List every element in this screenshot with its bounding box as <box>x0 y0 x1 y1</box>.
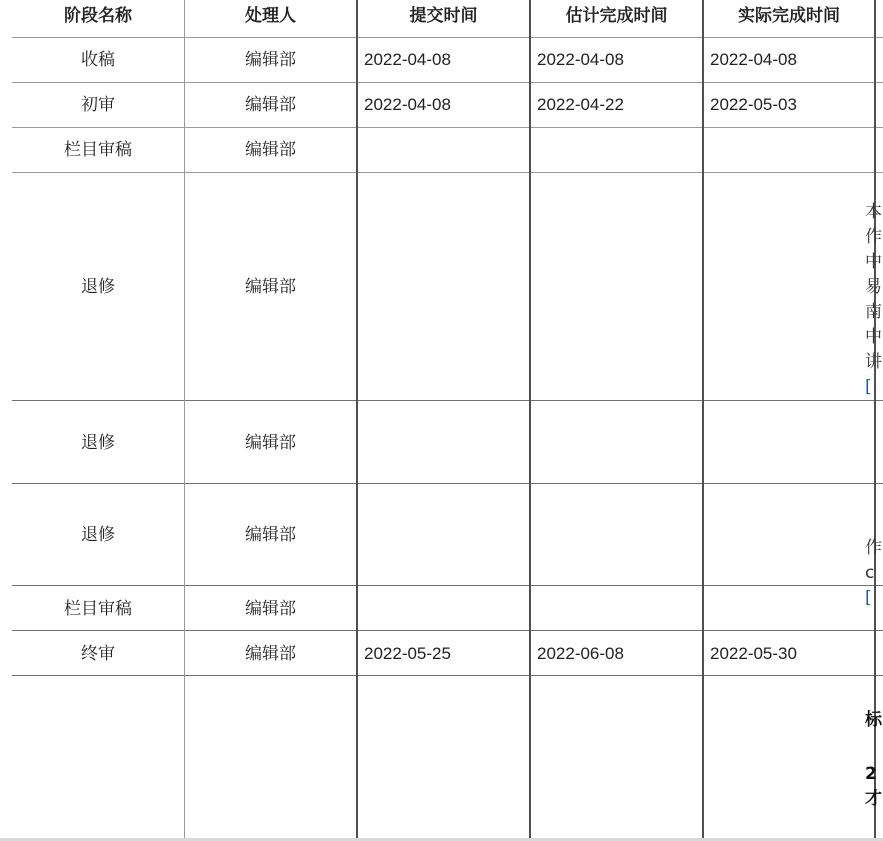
fragment-line: 标 <box>865 710 882 730</box>
stage-cell: 栏目审稿 <box>64 598 132 619</box>
row-divider <box>12 483 883 484</box>
review-progress-table <box>12 0 883 841</box>
handler-cell: 编辑部 <box>245 50 296 70</box>
actual-date-cell <box>704 485 874 585</box>
fragment-line: 易 <box>865 277 882 297</box>
actual-date-cell <box>704 677 874 837</box>
estimate-date-cell <box>531 173 702 400</box>
row-divider <box>12 585 883 586</box>
submit-date-cell <box>358 485 529 585</box>
actual-date-cell <box>704 402 874 483</box>
stage-cell: 收稿 <box>81 50 115 70</box>
stage-cell: 退修 <box>81 432 115 453</box>
submit-date-cell <box>358 677 529 837</box>
estimate-date-cell: 2022-04-22 <box>537 95 624 114</box>
row-divider <box>12 675 883 676</box>
header-submit-time: 提交时间 <box>409 6 478 26</box>
remark-fragment-content <box>865 762 883 812</box>
stage-cell <box>12 677 184 837</box>
remark-fragment <box>865 200 883 400</box>
fragment-line: c <box>865 563 875 583</box>
stage-cell: 初审 <box>81 95 115 115</box>
stage-cell: 退修 <box>81 525 115 545</box>
actual-date-cell <box>704 128 874 172</box>
submit-date-cell <box>358 128 529 172</box>
actual-date-cell: 2022-05-03 <box>710 95 797 114</box>
submit-date-cell: 2022-04-08 <box>364 95 451 114</box>
actual-date-cell: 2022-05-30 <box>710 643 797 663</box>
header-stage-name: 阶段名称 <box>64 6 132 26</box>
row-divider <box>12 630 883 631</box>
handler-cell: 编辑部 <box>245 276 296 297</box>
submit-date-cell <box>358 587 529 630</box>
fragment-line: 中 <box>865 252 882 272</box>
handler-cell: 编辑部 <box>245 432 296 453</box>
handler-cell: 编辑部 <box>245 140 296 160</box>
stage-cell: 栏目审稿 <box>64 140 132 160</box>
actual-date-cell: 2022-04-08 <box>710 50 797 69</box>
fragment-line: 作 <box>865 538 882 558</box>
remark-fragment-title <box>865 708 883 733</box>
handler-cell <box>185 677 356 837</box>
handler-cell: 编辑部 <box>245 525 296 545</box>
fragment-line: 中 <box>865 327 882 347</box>
header-estimated-completion: 估计完成时间 <box>565 6 668 26</box>
handler-cell: 编辑部 <box>245 95 296 115</box>
handler-cell: 编辑部 <box>245 643 296 664</box>
fragment-line: 南 <box>865 302 882 322</box>
actual-date-cell <box>704 173 874 400</box>
submit-date-cell: 2022-04-08 <box>364 50 451 69</box>
submit-date-cell <box>358 402 529 483</box>
row-divider <box>12 400 883 401</box>
fragment-line: 本 <box>865 202 882 222</box>
estimate-date-cell <box>531 485 702 585</box>
header-actual-completion: 实际完成时间 <box>738 6 840 26</box>
submit-date-cell: 2022-05-25 <box>364 643 451 663</box>
actual-date-cell <box>704 587 874 630</box>
estimate-date-cell <box>531 677 702 837</box>
estimate-date-cell <box>531 587 702 630</box>
fragment-link[interactable]: [ <box>865 588 872 608</box>
fragment-line: 作 <box>865 227 882 247</box>
fragment-line: 才 <box>865 789 882 809</box>
estimate-date-cell <box>531 402 702 483</box>
estimate-date-cell <box>531 128 702 172</box>
fragment-line: 讲 <box>865 352 882 372</box>
remark-fragment <box>865 536 883 611</box>
fragment-line: 2 <box>865 764 877 784</box>
submit-date-cell <box>358 173 529 400</box>
header-handler: 处理人 <box>245 6 296 26</box>
estimate-date-cell: 2022-06-08 <box>537 643 624 663</box>
fragment-link[interactable]: [ <box>865 377 872 397</box>
stage-cell: 终审 <box>81 643 115 664</box>
estimate-date-cell: 2022-04-08 <box>537 50 624 69</box>
handler-cell: 编辑部 <box>245 598 296 619</box>
stage-cell: 退修 <box>81 276 115 297</box>
